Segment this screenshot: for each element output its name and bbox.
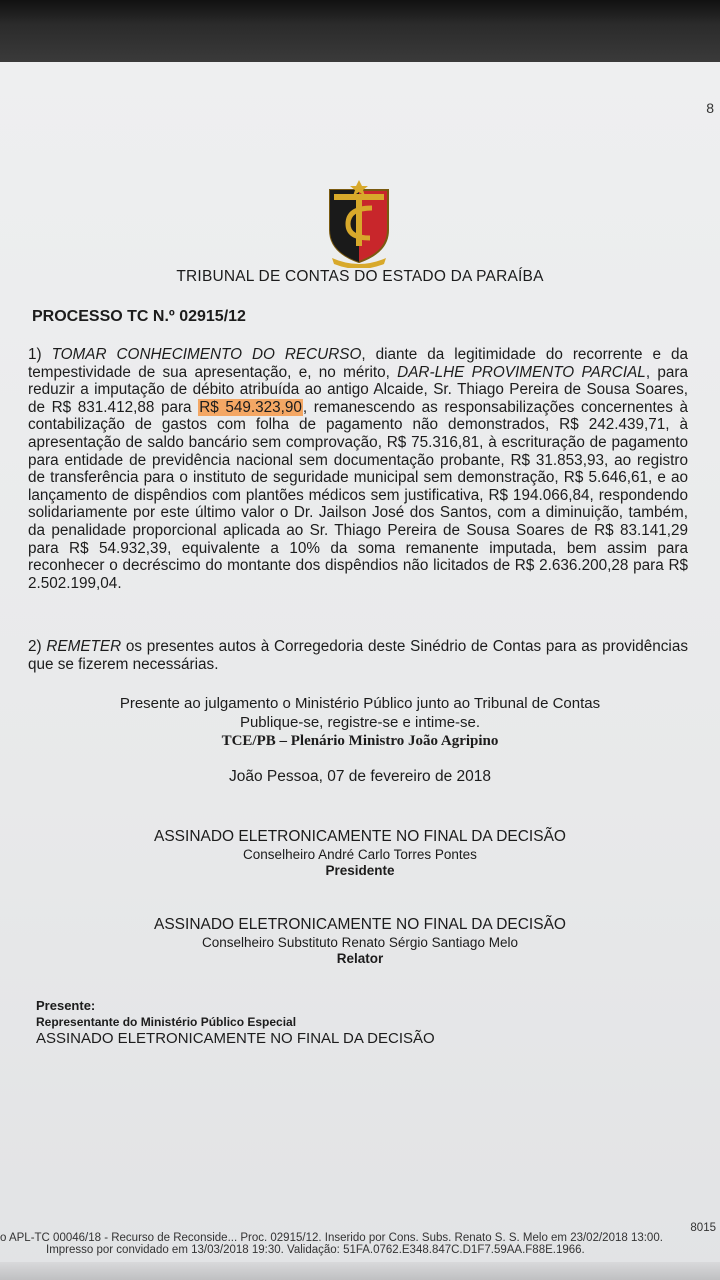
item-1-text-c: , remanescendo as responsabilizações concernentes à contabilização de gastos com folha de pagamento não demonstrados, R$ 242.439,71, à apresentação de saldo bancário sem comprovação, R$ 75.316,81, à escrituração de pagamento para entidade de previdência nacional sem documentação probante, R$ 31.853,93, ao registro de transferência para o instituto de seguridade municipal sem demonstração, R$ 5.646,61, e ao lançamento de dispêndios com plantões médicos sem justificativa, R$ 194.066,84, respondendo solidariamente por este último valor o Dr. Jailson José dos Santos, com a diminuição, também, da penalidade proporcional aplicada ao Sr. Thiago Pereira de Sousa Soares de R$ 83.141,29 para R$ 54.932,39, equivalente a 10% da soma remanente imputada, bem assim para reconhecer o decréscimo do montante dos dispêndios não licitados de R$ 2.636.200,28 para R$ 2.502.199,04.	[28, 398, 689, 592]
item-1-number: 1)	[28, 346, 52, 363]
page-number: 8	[706, 100, 714, 116]
tce-emblem-icon	[326, 178, 392, 268]
institution-name: TRIBUNAL DE CONTAS DO ESTADO DA PARAÍBA	[176, 268, 544, 285]
decision-item-2	[28, 638, 688, 673]
signature-block-relator	[0, 916, 720, 967]
page-bottom-edge	[0, 1262, 720, 1280]
present-role: Representante do Ministério Público Especial	[36, 1015, 297, 1029]
present-label: Presente:	[36, 998, 96, 1013]
closing-line-3: TCE/PB – Plenário Ministro João Agripino	[221, 733, 499, 749]
signer-name: Conselheiro Substituto Renato Sérgio Santiago Melo	[202, 935, 518, 950]
signer-role: Presidente	[325, 863, 395, 878]
camera-top-edge	[0, 0, 720, 62]
footer-code: 8015	[690, 1222, 716, 1234]
item-1-mid: DAR-LHE PROVIMENTO PARCIAL	[397, 363, 646, 381]
footer-line-1: o APL-TC 00046/18 - Recurso de Reconside... Proc. 02915/12. Inserido por Cons. Subs. Renato S. S. Melo em 23/02/2018 13:00.	[0, 1232, 663, 1244]
item-1-lead: TOMAR CONHECIMENTO DO RECURSO	[51, 346, 362, 363]
decision-date: João Pessoa, 07 de fevereiro de 2018	[229, 768, 491, 785]
item-2-lead: REMETER	[46, 638, 122, 655]
present-status: ASSINADO ELETRONICAMENTE NO FINAL DA DECISÃO	[36, 1030, 435, 1047]
closing-line-1: Presente ao julgamento o Ministério Público junto ao Tribunal de Contas	[119, 695, 601, 712]
signer-name: Conselheiro André Carlo Torres Pontes	[243, 847, 477, 862]
item-2-text: os presentes autos à Corregedoria deste Sinédrio de Contas para as providências que se fizerem necessárias.	[28, 638, 688, 673]
signature-status: ASSINADO ELETRONICAMENTE NO FINAL DA DECISÃO	[154, 916, 566, 933]
signature-block-president	[0, 828, 720, 879]
process-number: PROCESSO TC N.º 02915/12	[32, 308, 246, 325]
closing-block	[0, 694, 720, 751]
decision-item-1	[28, 346, 688, 592]
highlighted-amount: R$ 549.323,90	[199, 398, 302, 416]
signature-status: ASSINADO ELETRONICAMENTE NO FINAL DA DECISÃO	[154, 828, 566, 845]
closing-line-2: Publique-se, registre-se e intime-se.	[239, 714, 481, 731]
signer-role: Relator	[336, 951, 384, 966]
footer-line-2: Impresso por convidado em 13/03/2018 19:30. Validação: 51FA.0762.E348.847C.D1F7.59AA.F88E.1966.	[46, 1244, 585, 1256]
item-1-text-a: , diante da legitimidade do recorrente e da tempestividade de sua apresentação, e, no mérito,	[28, 346, 688, 381]
item-2-number: 2)	[28, 638, 47, 655]
item-1-text-b: , para reduzir a imputação de débito atribuída ao antigo Alcaide, Sr. Thiago Pereira de Sousa Soares, de R$ 831.412,88 para	[28, 363, 688, 416]
present-block	[36, 998, 435, 1047]
